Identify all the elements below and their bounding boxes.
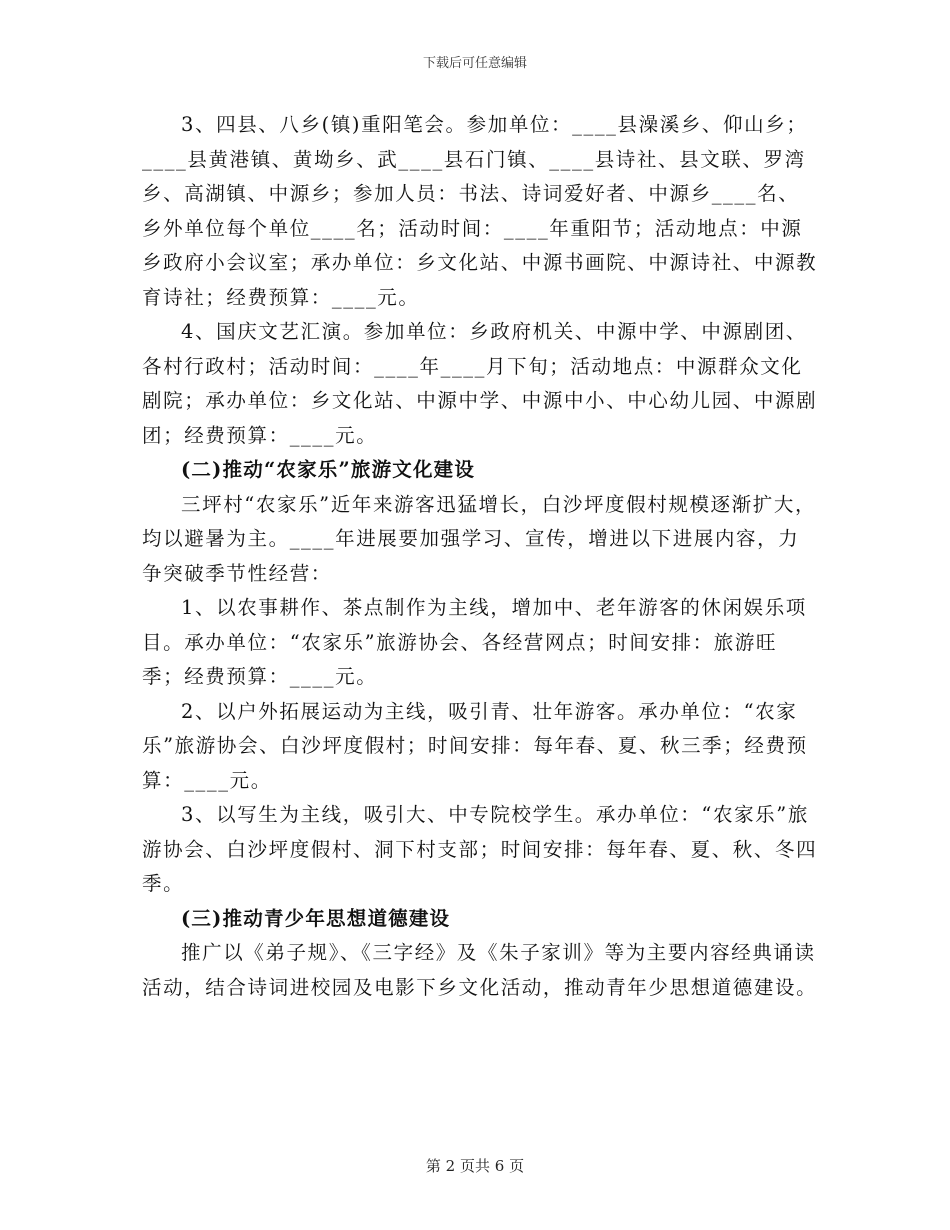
section-heading-2: (二)推动“农家乐”旅游文化建设: [181, 458, 476, 481]
section-heading-3: (三)推动青少年思想道德建设: [181, 906, 451, 930]
closing-paragraph: 推广以《弟子规》、《三字经》及《朱子家训》等为主要内容经典诵读活动，结合诗词进校园及电影下乡文化活动，推动青年少思想道德建设。: [142, 941, 818, 999]
page-header: 下载后可任意编辑: [422, 56, 527, 71]
page-footer: 第 2 页共 6 页: [425, 1157, 525, 1175]
paragraph-item-3b: 3、以写生为主线，吸引大、中专院校学生。承办单位：“农家乐”旅游协会、白沙坪度假村、洞下村支部；时间安排：每年春、夏、秋、冬四季。: [142, 803, 818, 895]
paragraph-item-1: 1、以农事耕作、茶点制作为主线，增加中、老年游客的休闲娱乐项目。承办单位：“农家乐”旅游协会、各经营网点；时间安排：旅游旺季；经费预算：____元。: [142, 596, 807, 688]
paragraph-item-2: 2、以户外拓展运动为主线，吸引青、壮年游客。承办单位：“农家乐”旅游协会、白沙坪度假村；时间安排：每年春、夏、秋三季；经费预算：____元。: [142, 699, 808, 792]
document-body: [142, 108, 818, 1005]
section-intro-paragraph: 三坪村“农家乐”近年来游客迅猛增长，白沙坪度假村规模逐渐扩大，均以避暑为主。____年进展要加强学习、宣传，增进以下进展内容，力争突破季节性经营：: [142, 492, 817, 585]
paragraph-item-4: 4、国庆文艺汇演。参加单位：乡政府机关、中源中学、中源剧团、各村行政村；活动时间：____年____月下旬；活动地点：中源群众文化剧院；承办单位：乡文化站、中源中学、中源中小、中心幼儿园、中源剧团；经费预算：____元。: [142, 320, 818, 447]
paragraph-item-3: 3、四县、八乡(镇)重阳笔会。参加单位：____县澡溪乡、仰山乡；____县黄港镇、黄坳乡、武____县石门镇、____县诗社、县文联、罗湾乡、高湖镇、中源乡；参加人员：书法、诗词爱好者、中源乡____名、乡外单位每个单位____名；活动时间：____年重阳节；活动地点：中源乡政府小会议室；承办单位：乡文化站、中源书画院、中源诗社、中源教育诗社；经费预算：____元。: [142, 113, 818, 309]
